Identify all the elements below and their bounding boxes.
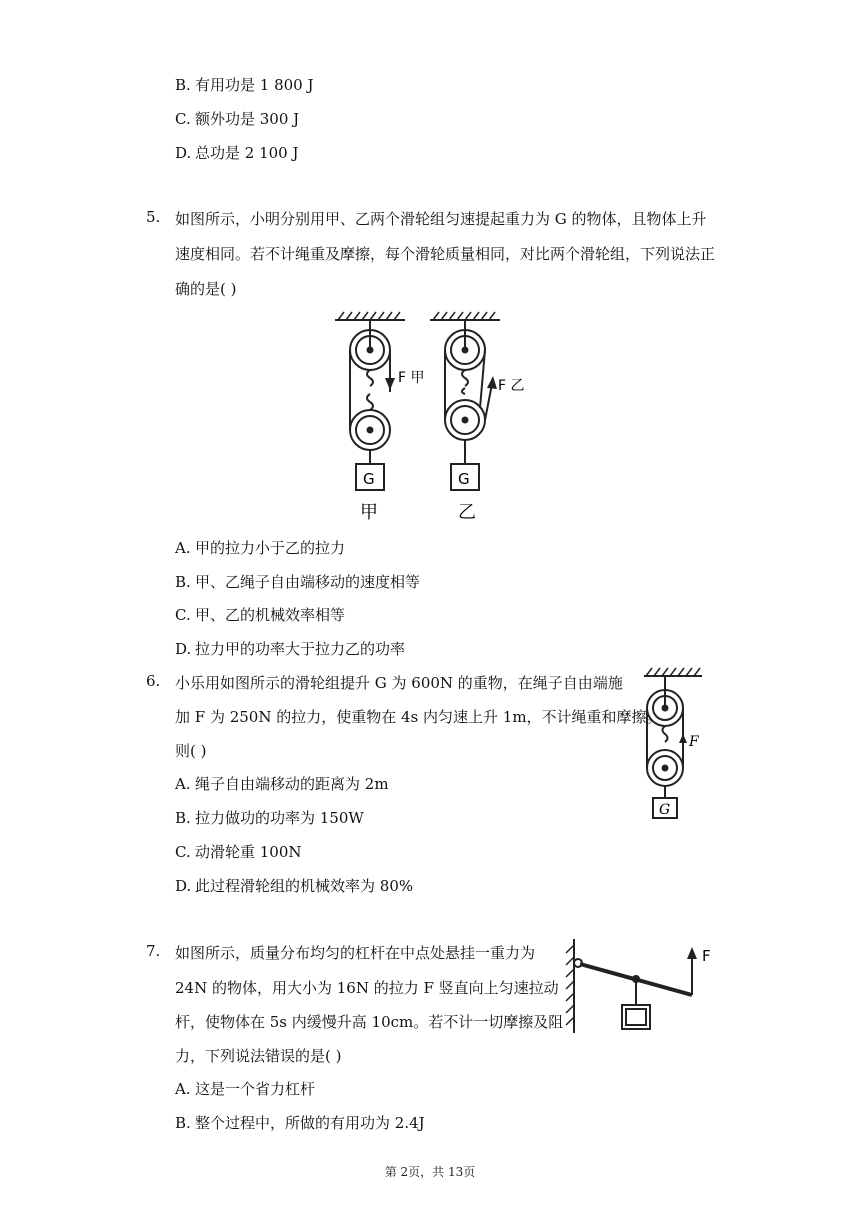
- q5-left-pulleys: [350, 320, 390, 490]
- q5-option-d: D. 拉力甲的功率大于拉力乙的功率: [175, 640, 406, 658]
- q5-option-c: C. 甲、乙的机械效率相等: [175, 606, 346, 624]
- q7-stem-line-3: 杆，使物体在 5s 内缓慢升高 10cm。若不计一切摩擦及阻: [175, 1013, 564, 1031]
- q5-stem-line-2: 速度相同。若不计绳重及摩擦，每个滑轮质量相同，对比两个滑轮组，下列说法正: [175, 245, 716, 263]
- q7-force-label: F: [702, 947, 711, 965]
- q6-stem-line-3: 则( ): [175, 742, 207, 760]
- q5-left-force-label: F 甲: [398, 370, 425, 386]
- q6-option-a: A. 绳子自由端移动的距离为 2m: [175, 775, 389, 793]
- page-footer: 第 2页，共 13页: [384, 1165, 476, 1179]
- q7-lever-figure: [562, 935, 722, 1045]
- q7-stem-line-2: 24N 的物体，用大小为 16N 的拉力 F 竖直向上匀速拉动: [175, 979, 559, 997]
- q4-option-d: D. 总功是 2 100 J: [175, 144, 299, 162]
- q5-pulley-figure: [330, 308, 540, 528]
- q6-option-c: C. 动滑轮重 100N: [175, 843, 302, 861]
- q6-pulley-figure: [640, 664, 720, 824]
- q5-right-force-arrow: [485, 376, 497, 420]
- q5-right-force-label: F 乙: [498, 378, 525, 394]
- q7-option-b: B. 整个过程中，所做的有用功为 2.4J: [175, 1114, 425, 1132]
- q6-stem-line-2: 加 F 为 250N 的拉力，使重物在 4s 内匀速上升 1m，不计绳重和摩擦。: [175, 708, 662, 726]
- q5-stem-line-3: 确的是( ): [175, 280, 237, 298]
- q6-option-d: D. 此过程滑轮组的机械效率为 80%: [175, 877, 414, 895]
- q5-right-block-label: G: [458, 470, 470, 488]
- q6-force-label: F: [689, 734, 699, 750]
- q6-stem-line-1: 小乐用如图所示的滑轮组提升 G 为 600N 的重物，在绳子自由端施: [175, 674, 623, 692]
- q5-number: 5.: [146, 208, 161, 226]
- q6-block-label: G: [659, 802, 671, 818]
- q5-left-block-label: G: [363, 470, 375, 488]
- q7-number: 7.: [146, 942, 161, 960]
- q7-stem-line-4: 力，下列说法错误的是( ): [175, 1047, 342, 1065]
- q4-option-c: C. 额外功是 300 J: [175, 110, 300, 128]
- q5-right-ceiling: [430, 312, 500, 320]
- q7-stem-line-1: 如图所示，质量分布均匀的杠杆在中点处悬挂一重力为: [175, 944, 536, 962]
- q5-left-force-arrow: [385, 354, 395, 390]
- q5-right-pulleys: [445, 320, 485, 490]
- q5-right-caption: 乙: [458, 502, 476, 523]
- q5-option-a: A. 甲的拉力小于乙的拉力: [175, 539, 346, 557]
- q5-left-caption: 甲: [360, 502, 378, 523]
- q5-option-b: B. 甲、乙绳子自由端移动的速度相等: [175, 573, 421, 591]
- q5-left-ceiling: [335, 312, 405, 320]
- q4-option-b: B. 有用功是 1 800 J: [175, 76, 314, 94]
- q5-stem-line-1: 如图所示，小明分别用甲、乙两个滑轮组匀速提起重力为 G 的物体，且物体上升: [175, 210, 707, 228]
- q7-option-a: A. 这是一个省力杠杆: [175, 1080, 316, 1098]
- q6-number: 6.: [146, 672, 161, 690]
- q6-option-b: B. 拉力做功的功率为 150W: [175, 809, 364, 827]
